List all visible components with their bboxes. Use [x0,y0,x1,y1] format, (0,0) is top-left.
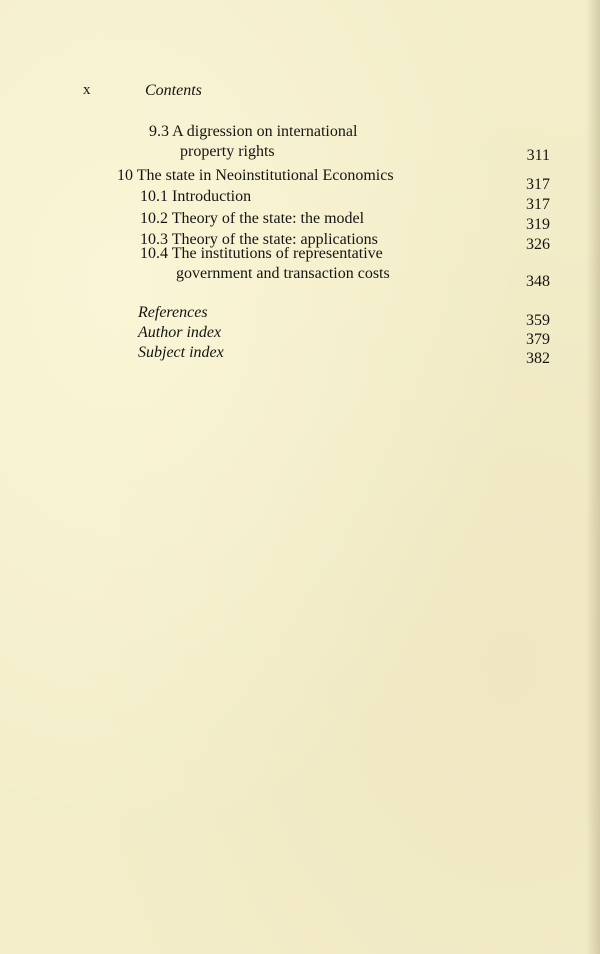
page-edge-shadow [586,0,600,954]
toc-entry-label: 10.2 Theory of the state: the model [140,210,365,227]
toc-entry-label: 9.3 A digression on international [149,123,358,140]
toc-entry-10-4 [140,244,390,284]
toc-entry-9-3 [149,122,357,162]
toc-page-number: 317 [526,176,550,193]
toc-page-number: 319 [526,216,550,233]
toc-entry-label: 10 The state in Neoinstitutional Economics [117,167,394,184]
toc-page-number: 326 [526,236,550,253]
toc-entry-subject-index [138,343,224,363]
toc-entry-label: References [138,304,208,321]
toc-entry-label: 10.3 Theory of the state: applications [140,231,378,248]
page-header [0,82,600,104]
toc-entry-label: Author index [138,324,222,341]
toc-entry-label: Subject index [138,344,224,361]
page-folio: x [83,82,91,98]
toc-entry-label-continued: property rights [180,143,275,160]
running-head: Contents [145,82,202,99]
toc-entry-author-index [138,323,221,343]
toc-page-number: 379 [526,331,550,348]
toc-page-number: 348 [526,273,550,290]
toc-entry-label: 10.4 The institutions of representative [140,245,383,262]
toc-entry-10-2 [140,209,364,229]
toc-page-number: 317 [526,196,550,213]
toc-entry-10-1 [140,187,251,207]
toc-entry-label-continued: government and transaction costs [176,265,390,282]
toc-page-number: 382 [526,350,550,367]
toc-page-number: 311 [526,147,550,164]
toc-entry-references [138,303,208,323]
toc-entry-label: 10.1 Introduction [140,188,252,205]
toc-entry-chapter-10 [117,166,394,186]
toc-page-number: 359 [526,312,550,329]
